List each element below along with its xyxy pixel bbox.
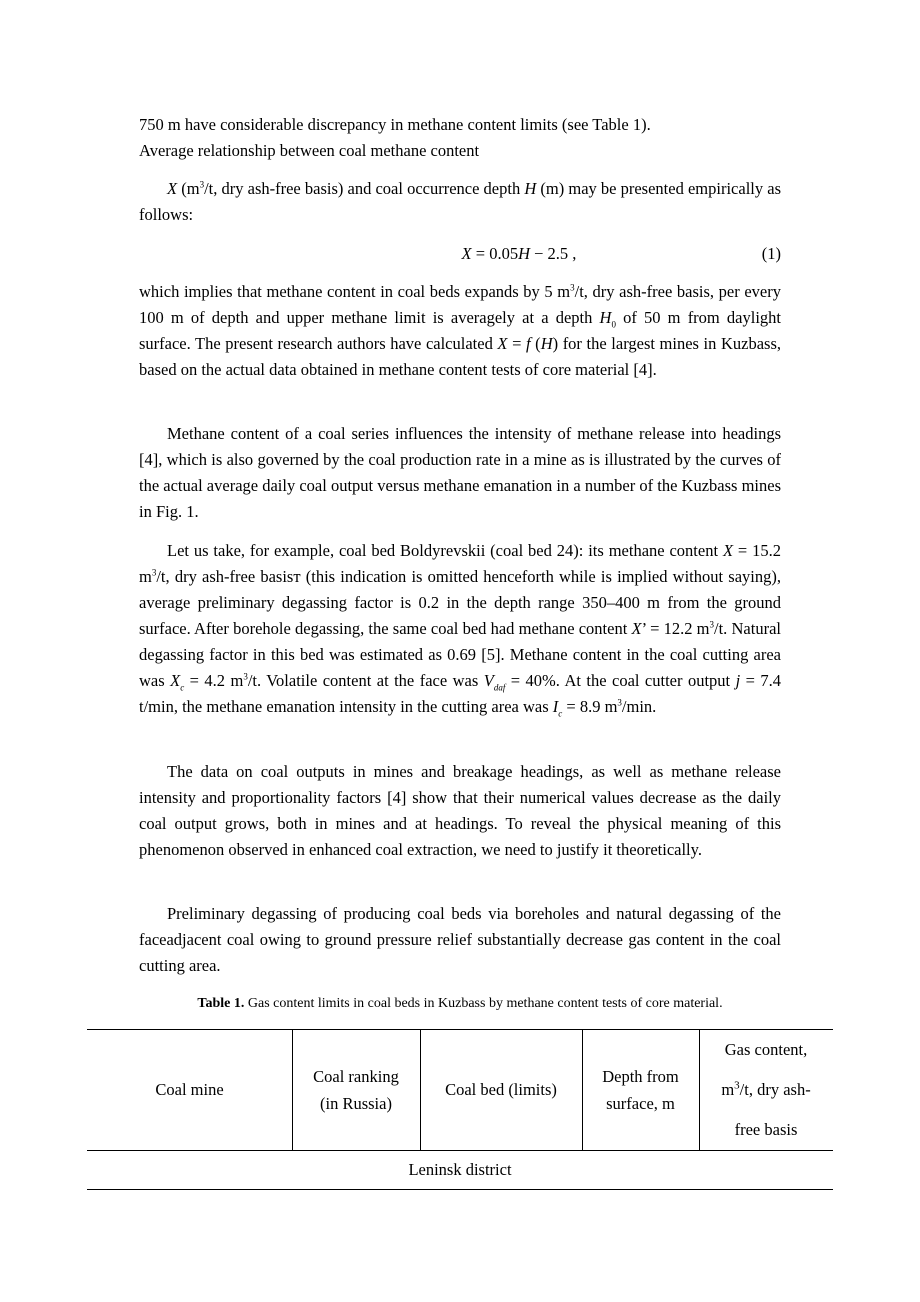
paragraph-1-line-1: 750 m have considerable discrepancy in methane content limits (see Table 1). (139, 115, 651, 134)
var-h: H (524, 179, 537, 198)
equation-1 (139, 241, 781, 267)
table-header-gas-content: Gas content, $m^3/t$, dry ash- free basis (721, 1039, 811, 1139)
paragraph-2: X ($m^3/t$, dry ash-free basis) and coal occurrence depth H (m) may be presented empirically as follows: (139, 179, 781, 224)
paragraph-4: Methane content of a coal series influences the intensity of methane release into headings [4], which is also governed by the coal production rate in a mine as is illustrated by the curves of the actual average daily coal output versus methane emanation in a number of the Kuzbass mines in Fig. 1. (139, 424, 781, 521)
equation-body: X = 0.05H − 2.5 , (461, 244, 577, 263)
equation-number: (1) (761, 244, 781, 263)
table-header-depth: Depth from surface, m (602, 1066, 679, 1113)
table-bottom-rule (87, 1189, 833, 1190)
paragraph-7: Preliminary degassing of producing coal beds via boreholes and natural degassing of the faceadjacent coal owing to ground pressure relief substantially decrease gas content in the coal cutting area. (139, 904, 781, 975)
table-header-coal-mine: Coal mine (155, 1080, 224, 1099)
table-caption (0, 995, 920, 1013)
paragraph-6: The data on coal outputs in mines and breakage headings, as well as methane release intensity and proportionality factors [4] show that their numerical values decrease as the daily coal output grows, both in mines and at headings. To reveal the physical meaning of this phenomenon observed in enhanced coal extraction, we need to justify it theoretically. (139, 762, 781, 859)
table-group-row: Leninsk district (408, 1159, 512, 1179)
paragraph-3: which implies that methane content in coal beds expands by 5 $m^3/t$, dry ash-free basis, per every 100 m of depth and upper methane limit is averagely at a depth $H_0$ of 50 m from daylight surface. The present research authors have calculated X = f (H) for the largest mines in Kuzbass, based on the actual data obtained in methane content tests of core material [4]. (139, 282, 782, 379)
paragraph-5: Let us take, for example, coal bed Boldyrevskii (coal bed 24): its methane content X = 15.2 $m^3/t$, dry ash-free basisт (this indication is omitted henceforth while is implied without saying), average preliminary degassing factor is 0.2 in the depth range 350–400 m from the ground surface. After borehole degassing, the same coal bed had methane content X’ = 12.2 $m^3/t$. Natural degassing factor in this bed was estimated as 0.69 [5]. Methane content in the coal cutting area was $X_c = 4.2$ $m^3/t$. Volatile content at the face was $V_{daf} = 40\%$. At the coal cutter output j = 7.4 t/min, the methane emanation intensity in the cutting area was $I_c = 8.9$ $m^3/\min$. (139, 541, 781, 719)
table-header-coal-ranking: Coal ranking (in Russia) (313, 1066, 399, 1113)
var-x: X (167, 179, 178, 198)
paragraph-1 (139, 112, 781, 164)
table-header-coal-bed: Coal bed (limits) (445, 1080, 557, 1099)
paragraph-1-line-2: Average relationship between coal methane content (139, 141, 480, 160)
table-caption-label: Table 1. (197, 996, 245, 1011)
table-caption-text: Gas content limits in coal beds in Kuzbass by methane content tests of core material. (244, 996, 723, 1011)
